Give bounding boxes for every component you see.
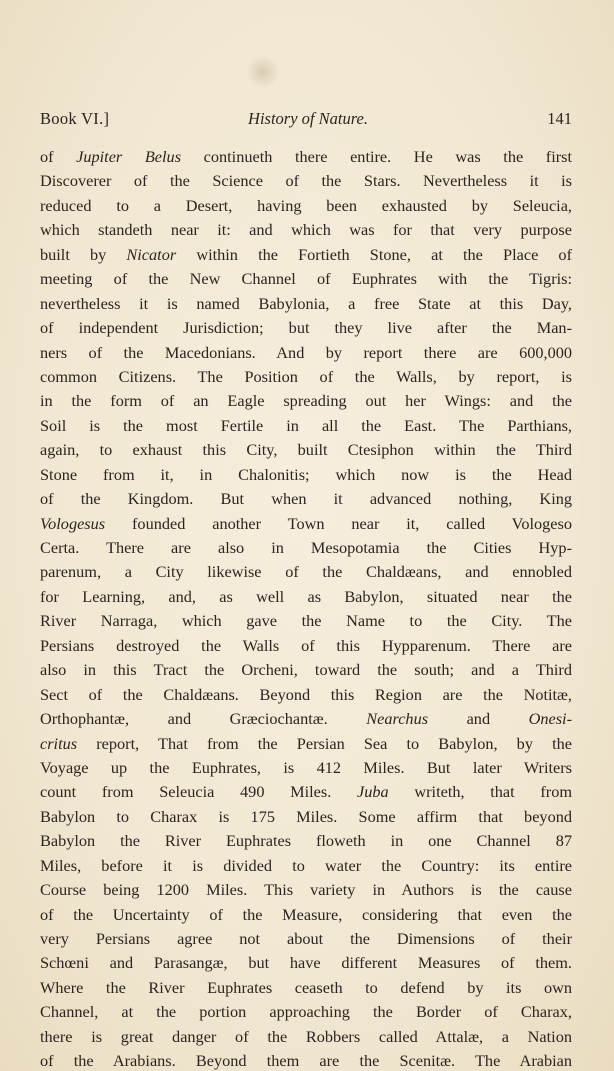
text-run: of the Kingdom. But when it advanced nothing, King — [40, 489, 572, 509]
text-line — [40, 218, 572, 242]
text-run: which standeth near it: and which was for that very purpose — [40, 220, 572, 240]
text-run: Schœni and Parasangæ, but have different Measures of them. — [40, 953, 572, 973]
text-run: Soil is the most Fertile in all the East. The Parthians, — [40, 415, 572, 435]
text-line — [40, 463, 572, 487]
text-line — [40, 1000, 572, 1024]
text-line — [40, 512, 572, 536]
italic-text: Juba — [357, 782, 389, 802]
text-line — [40, 683, 572, 707]
text-run: Orthophantæ, and Græciochantæ. — [40, 709, 367, 729]
running-header — [40, 106, 572, 132]
text-run: ners of the Macedonians. And by report there are 600,000 — [40, 342, 572, 362]
text-run: for Learning, and, as well as Babylon, situated near the — [40, 586, 572, 606]
text-run: continueth there entire. He was the first — [181, 147, 573, 166]
text-line — [40, 829, 572, 853]
text-run: meeting of the New Channel of Euphrates with the Tigris: — [40, 269, 572, 289]
text-line — [40, 609, 572, 633]
italic-text: Onesi- — [528, 709, 572, 729]
text-line — [40, 438, 572, 462]
text-run: report, That from the Persian Sea to Babylon, by the — [77, 733, 572, 753]
text-run: writeth, that from — [388, 782, 572, 802]
paper-stain — [246, 55, 280, 89]
body-text — [40, 145, 572, 1071]
text-line — [40, 536, 572, 560]
italic-text: Nicator — [126, 244, 177, 264]
text-run: of independent Jurisdiction; but they live after the Man- — [40, 318, 572, 338]
text-run: of the Arabians. Beyond them are the Scenitæ. The Arabian — [40, 1051, 572, 1071]
text-line — [40, 560, 572, 584]
text-run: Babylon the River Euphrates floweth in one Channel 87 — [40, 831, 572, 851]
text-line — [40, 389, 572, 413]
text-run: Persians destroyed the Walls of this Hypparenum. There are — [40, 635, 572, 655]
text-line — [40, 1025, 572, 1049]
text-run: River Narraga, which gave the Name to the City. The — [40, 611, 572, 631]
text-run: Channel, at the portion approaching the Border of Charax, — [40, 1002, 572, 1022]
text-run: Discoverer of the Science of the Stars. Nevertheless it is — [40, 171, 572, 191]
text-line — [40, 341, 572, 365]
text-run: in the form of an Eagle spreading out her Wings: and the — [40, 391, 572, 411]
text-run: again, to exhaust this City, built Ctesiphon within the Third — [40, 440, 572, 460]
text-line — [40, 927, 572, 951]
italic-text: Jupiter Belus — [76, 147, 182, 166]
text-line — [40, 805, 572, 829]
text-line — [40, 585, 572, 609]
text-run: within the Fortieth Stone, at the Place of — [176, 244, 572, 264]
text-run: built by — [40, 244, 127, 264]
text-run: also in this Tract the Orcheni, toward the south; and a Third — [40, 660, 572, 680]
text-line — [40, 267, 572, 291]
text-line — [40, 903, 572, 927]
text-line — [40, 292, 572, 316]
text-run: Course being 1200 Miles. This variety in Authors is the cause — [40, 880, 572, 900]
text-line — [40, 878, 572, 902]
text-line — [40, 243, 572, 267]
italic-text: critus — [40, 733, 78, 753]
text-line — [40, 634, 572, 658]
text-line — [40, 365, 572, 389]
text-run: Certa. There are also in Mesopotamia the Cities Hyp- — [40, 538, 572, 557]
text-run: reduced to a Desert, having been exhausted by Seleucia, — [40, 195, 572, 215]
text-run: Voyage up the Euphrates, is 412 Miles. But later Writers — [40, 757, 572, 777]
text-line — [40, 1049, 572, 1071]
italic-text: Nearchus — [366, 709, 429, 729]
text-line — [40, 976, 572, 1000]
text-run: of the Uncertainty of the Measure, considering that even the — [40, 904, 572, 924]
text-line — [40, 756, 572, 780]
text-run: count from Seleucia 490 Miles. — [40, 782, 358, 802]
text-run: Sect of the Chaldæans. Beyond this Region are the Notitæ, — [40, 684, 572, 704]
text-run: parenum, a City likewise of the Chaldæans, and ennobled — [40, 562, 572, 582]
text-line — [40, 854, 572, 878]
text-line — [40, 732, 572, 756]
text-run: Stone from it, in Chalonitis; which now is the Head — [40, 464, 572, 484]
text-run: common Citizens. The Position of the Walls, by report, is — [40, 366, 572, 386]
text-line — [40, 145, 572, 169]
text-line — [40, 780, 572, 804]
text-line — [40, 316, 572, 340]
text-run: Babylon to Charax is 175 Miles. Some affirm that beyond — [40, 806, 572, 826]
running-title: History of Nature. — [248, 109, 368, 128]
text-line — [40, 487, 572, 511]
text-run: of — [40, 147, 77, 166]
text-run: founded another Town near it, called Vologeso — [105, 513, 572, 533]
italic-text: Vologesus — [40, 513, 106, 533]
text-run: nevertheless it is named Babylonia, a free State at this Day, — [40, 293, 572, 313]
text-line — [40, 414, 572, 438]
text-line — [40, 169, 572, 193]
text-line — [40, 951, 572, 975]
text-run: very Persians agree not about the Dimensions of their — [40, 929, 572, 948]
book-section-label: Book VI.] — [40, 109, 110, 128]
text-line — [40, 658, 572, 682]
text-run: Where the River Euphrates ceaseth to defend by its own — [40, 977, 572, 997]
text-run: and — [428, 709, 529, 729]
text-run: Miles, before it is divided to water the Country: its entire — [40, 855, 572, 875]
text-line — [40, 707, 572, 731]
page-number: 141 — [547, 109, 572, 128]
text-line — [40, 194, 572, 218]
text-run: there is great danger of the Robbers called Attalæ, a Nation — [40, 1026, 572, 1046]
